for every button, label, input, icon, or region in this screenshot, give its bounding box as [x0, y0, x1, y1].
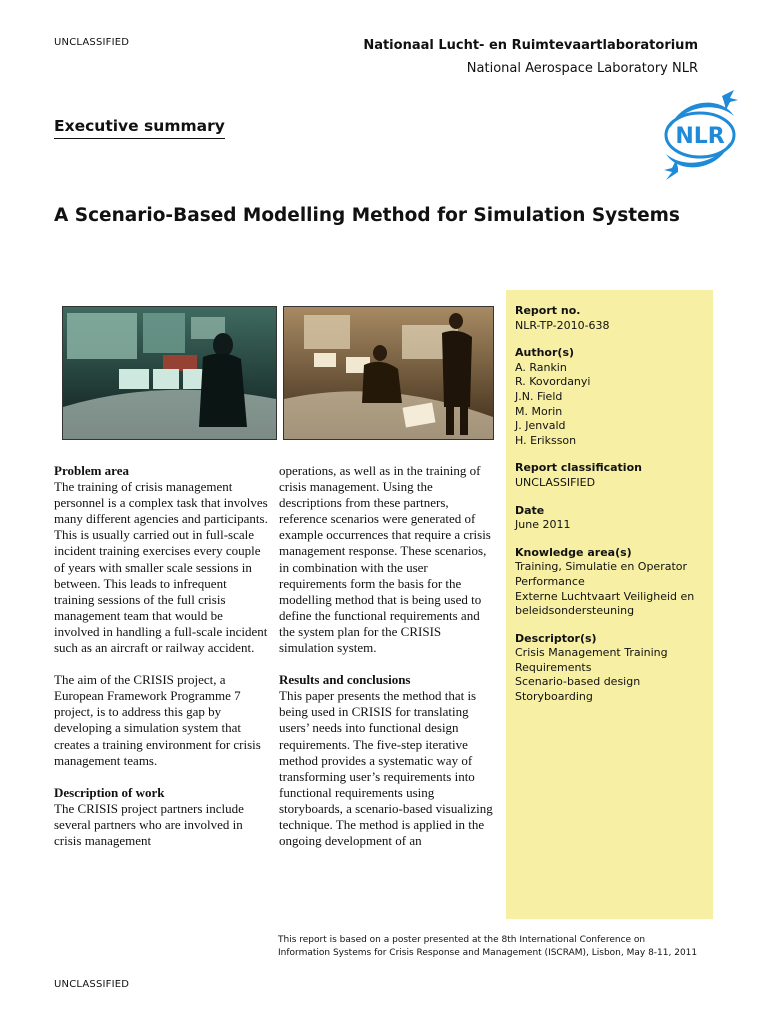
- author-item: J.N. Field: [515, 389, 563, 403]
- descriptors-label: Descriptor(s): [515, 631, 597, 645]
- project-aim-text: The aim of the CRISIS project, a European Framework Programme 7 project, is to address this gap by developing a simulation system that creates a training environment for crisis management teams.: [54, 672, 261, 768]
- author-item: A. Rankin: [515, 360, 567, 374]
- descriptor-item: Scenario-based design: [515, 675, 641, 689]
- knowledge-areas-label: Knowledge area(s): [515, 545, 632, 559]
- report-details-sidebar: [506, 290, 713, 919]
- results-text: This paper presents the method that is being used in CRISIS for translating users’ needs into functional design requirements. The five-step iterative method provides a systematic way of transforming user’s requirements into functional requirements using storyboards, a scenario-based visualizing technique. The method is applied in the ongoing development of an: [279, 688, 493, 849]
- description-of-work-continued: operations, as well as in the training of crisis management. Using the descriptions from these partners, reference scenarios were generated of example occurrences that require a crisis management response. These scenarios, in combination with the user requirements form the basis for the modelling method that is being used to define the functional requirements and the system plan for the CRISIS simulation system.: [279, 463, 491, 656]
- classification-footer: UNCLASSIFIED: [54, 979, 130, 990]
- author-item: R. Kovordanyi: [515, 375, 591, 389]
- training-room-photo: [283, 306, 494, 440]
- description-of-work-heading: Description of work: [54, 784, 165, 800]
- report-date: June 2011: [515, 518, 571, 532]
- date-label: Date: [515, 503, 545, 517]
- classification-header: UNCLASSIFIED: [54, 37, 130, 48]
- knowledge-area-item: Training, Simulatie en Operator Performance: [515, 560, 688, 588]
- report-number: NLR-TP-2010-638: [515, 318, 610, 332]
- report-classification: UNCLASSIFIED: [515, 475, 596, 489]
- report-classification-label: Report classification: [515, 461, 642, 475]
- body-column-left: [54, 463, 269, 865]
- authors-label: Author(s): [515, 346, 575, 360]
- author-item: M. Morin: [515, 404, 563, 418]
- nlr-logo-icon: [660, 88, 740, 182]
- knowledge-area-item: Externe Luchtvaart Veiligheid en beleidsondersteuning: [515, 589, 695, 618]
- descriptor-item: Storyboarding: [515, 690, 593, 704]
- organisation-name-english: National Aerospace Laboratory NLR: [466, 61, 698, 76]
- conference-footnote: This report is based on a poster presented at the 8th International Conference on Information Systems for Crisis Response and Management (ISCRAM), Lisbon, May 8-11, 2011: [278, 935, 698, 958]
- author-item: J. Jenvald: [515, 419, 566, 433]
- description-of-work-text: The CRISIS project partners include several partners who are involved in crisis management: [54, 800, 244, 848]
- problem-area-text: The training of crisis management personnel is a complex task that involves many different agencies and participants. This is usually carried out in full-scale incident training exercises every couple of years with smaller scale sessions in between. This leads to infrequent training sessions of the full crisis management team that would be involved in handling a full-scale incident such as an aircraft or railway accident.: [54, 479, 268, 656]
- section-label: Executive summary: [54, 117, 225, 139]
- document-title: A Scenario-Based Modelling Method for Simulation Systems: [54, 205, 680, 226]
- problem-area-heading: Problem area: [54, 463, 129, 478]
- report-number-label: Report no.: [515, 304, 581, 317]
- control-room-photo: [62, 306, 277, 440]
- descriptor-item: Crisis Management Training Requirements: [515, 646, 668, 674]
- svg-text:NLR: NLR: [675, 124, 725, 149]
- body-column-right: [279, 463, 493, 865]
- author-item: H. Eriksson: [515, 433, 577, 447]
- results-heading: Results and conclusions: [279, 672, 411, 688]
- organisation-name-dutch: Nationaal Lucht- en Ruimtevaartlaboratorium: [363, 38, 698, 53]
